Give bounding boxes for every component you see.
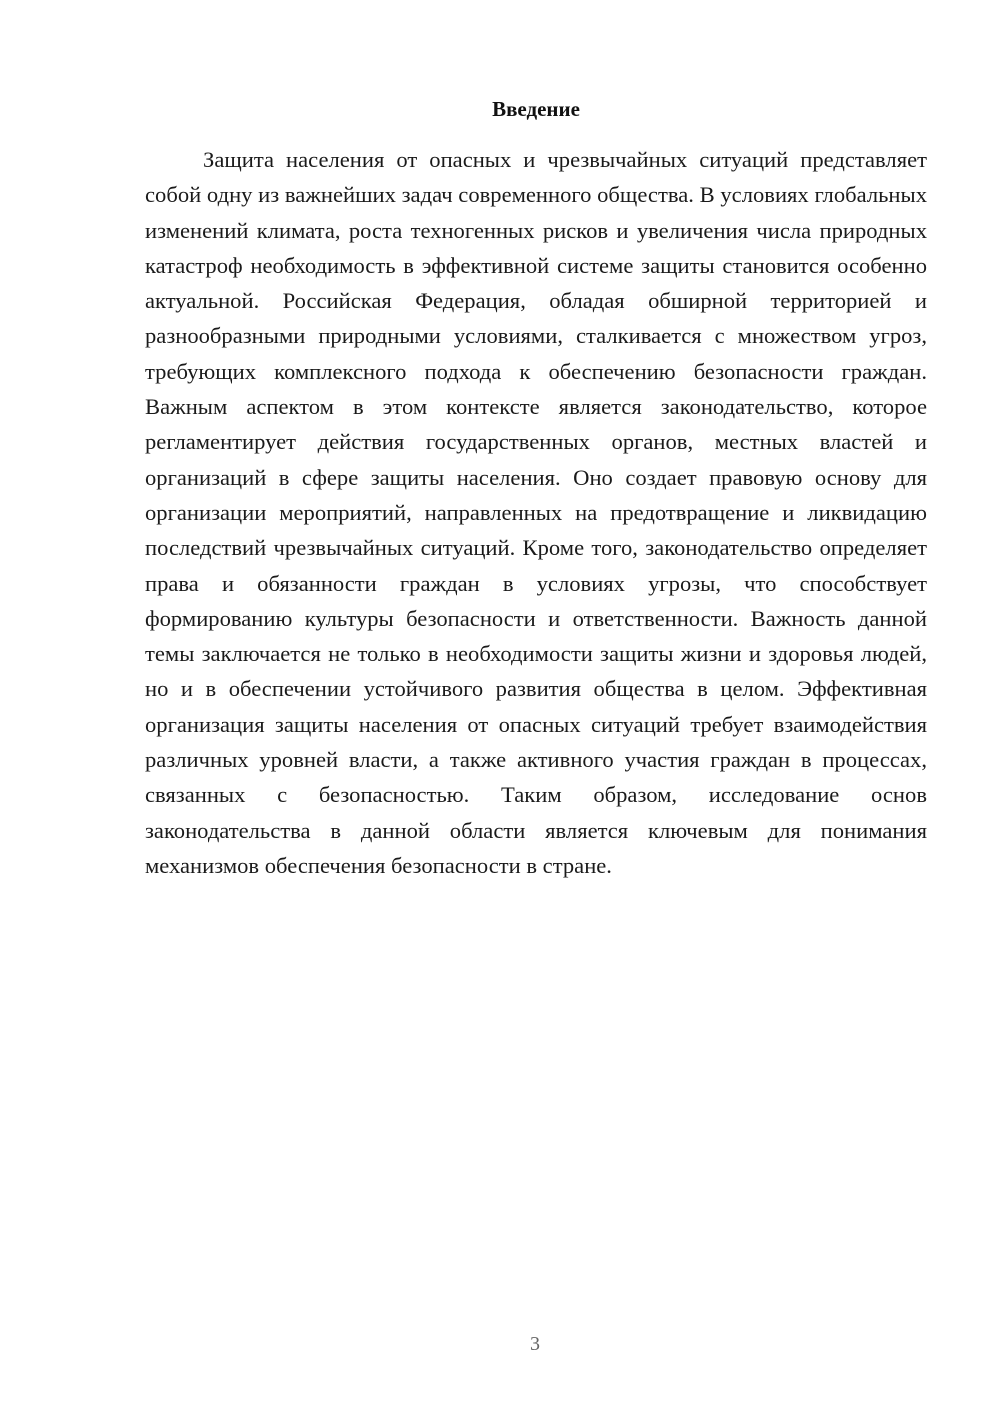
page-number: 3 (530, 1333, 540, 1355)
body-paragraph: Защита населения от опасных и чрезвычайных ситуаций представляет собой одну из важнейших задач современного общества. В условиях глобальных изменений климата, роста техногенных рисков и увеличения числа природных катастроф необходимость в эффективной системе защиты становится особенно актуальной. Российская Федерация, обладая обширной территорией и разнообразными природными условиями, сталкивается с множеством угроз, требующих комплексного подхода к обеспечению безопасности граждан. Важным аспектом в этом контексте является законодательство, которое регламентирует действия государственных органов, местных властей и организаций в сфере защиты населения. Оно создает правовую основу для организации мероприятий, направленных на предотвращение и ликвидацию последствий чрезвычайных ситуаций. Кроме того, законодательство определяет права и обязанности граждан в условиях угрозы, что способствует формированию культуры безопасности и ответственности. Важность данной темы заключается не только в необходимости защиты жизни и здоровья людей, но и в обеспечении устойчивого развития общества в целом. Эффективная организация защиты населения от опасных ситуаций требует взаимодействия различных уровней власти, а также активного участия граждан в процессах, связанных с безопасностью. Таким образом, исследование основ законодательства в данной области является ключевым для понимания механизмов обеспечения безопасности в стране. (145, 147, 927, 878)
section-heading: Введение (492, 97, 580, 121)
